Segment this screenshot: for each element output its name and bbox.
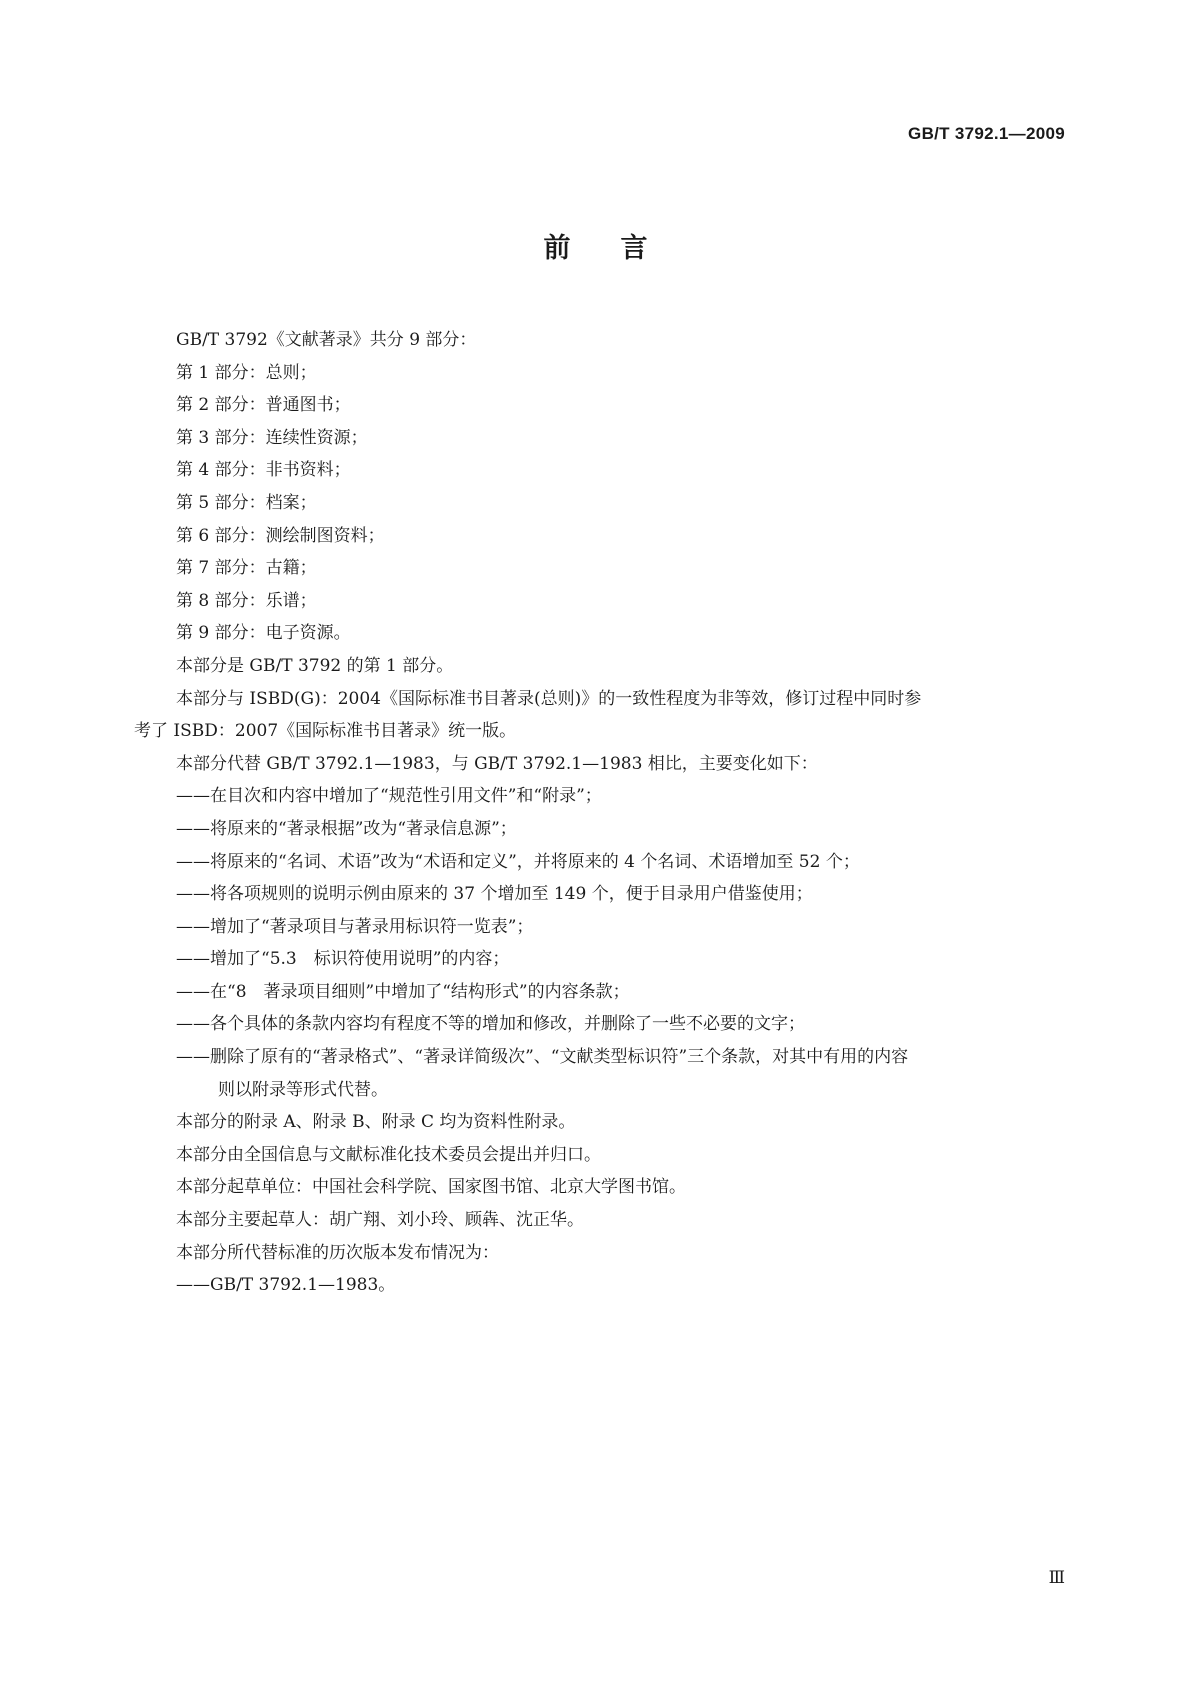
body-line: 第 2 部分：普通图书；	[176, 395, 351, 416]
body-line: GB/T 3792《文献著录》共分 9 部分：	[176, 330, 477, 350]
body-line: 本部分由全国信息与文献标准化技术委员会提出并归口。	[176, 1144, 601, 1165]
page-number: Ⅲ	[1048, 1568, 1065, 1588]
body-line: 本部分的附录 A、附录 B、附录 C 均为资料性附录。	[176, 1112, 576, 1133]
change-item: ——删除了原有的“著录格式”、“著录详简级次”、“文献类型标识符”三个条款，对其中有用的内容	[176, 1047, 909, 1068]
body-line: 第 5 部分：档案；	[176, 492, 317, 513]
change-item: ——增加了“5.3 标识符使用说明”的内容；	[176, 949, 510, 970]
body-line: 本部分与 ISBD(G)：2004《国际标准书目著录(总则)》的一致性程度为非等效，修订过程中同时参	[176, 688, 922, 709]
body-line: 第 6 部分：测绘制图资料；	[176, 525, 385, 546]
body-line: 本部分代替 GB/T 3792.1—1983，与 GB/T 3792.1—1983 相比，主要变化如下：	[176, 753, 818, 774]
change-item: ——将各项规则的说明示例由原来的 37 个增加至 149 个，便于目录用户借鉴使用；	[176, 884, 813, 905]
body-line: 本部分是 GB/T 3792 的第 1 部分。	[176, 655, 454, 676]
foreword-body	[134, 324, 1061, 1302]
change-item: ——将原来的“名词、术语”改为“术语和定义”，并将原来的 4 个名词、术语增加至 52 个；	[176, 851, 860, 872]
change-item-continuation: 则以附录等形式代替。	[218, 1079, 388, 1100]
standard-code: GB/T 3792.1—2009	[908, 124, 1065, 143]
change-item: ——GB/T 3792.1—1983。	[176, 1275, 396, 1296]
change-item: ——在目次和内容中增加了“规范性引用文件”和“附录”；	[176, 786, 602, 807]
body-line: 本部分主要起草人：胡广翔、刘小玲、顾犇、沈正华。	[176, 1210, 584, 1231]
change-item: ——将原来的“著录根据”改为“著录信息源”；	[176, 818, 517, 839]
body-line: 第 9 部分：电子资源。	[176, 623, 351, 644]
change-item: ——增加了“著录项目与著录用标识符一览表”；	[176, 916, 534, 937]
change-item: ——各个具体的条款内容均有程度不等的增加和修改，并删除了一些不必要的文字；	[176, 1014, 805, 1035]
body-line: 第 3 部分：连续性资源；	[176, 427, 368, 448]
body-line: 本部分所代替标准的历次版本发布情况为：	[176, 1242, 499, 1263]
body-line: 本部分起草单位：中国社会科学院、国家图书馆、北京大学图书馆。	[176, 1177, 686, 1198]
page-title: 前言	[543, 233, 698, 264]
body-line: 第 1 部分：总则；	[176, 362, 317, 383]
body-line: 第 4 部分：非书资料；	[176, 460, 351, 481]
change-item: ——在“8 著录项目细则”中增加了“结构形式”的内容条款；	[176, 981, 630, 1002]
body-line: 第 8 部分：乐谱；	[176, 590, 317, 611]
body-line: 第 7 部分：古籍；	[176, 558, 317, 579]
body-line-continuation: 考了 ISBD：2007《国际标准书目著录》统一版。	[134, 721, 517, 742]
